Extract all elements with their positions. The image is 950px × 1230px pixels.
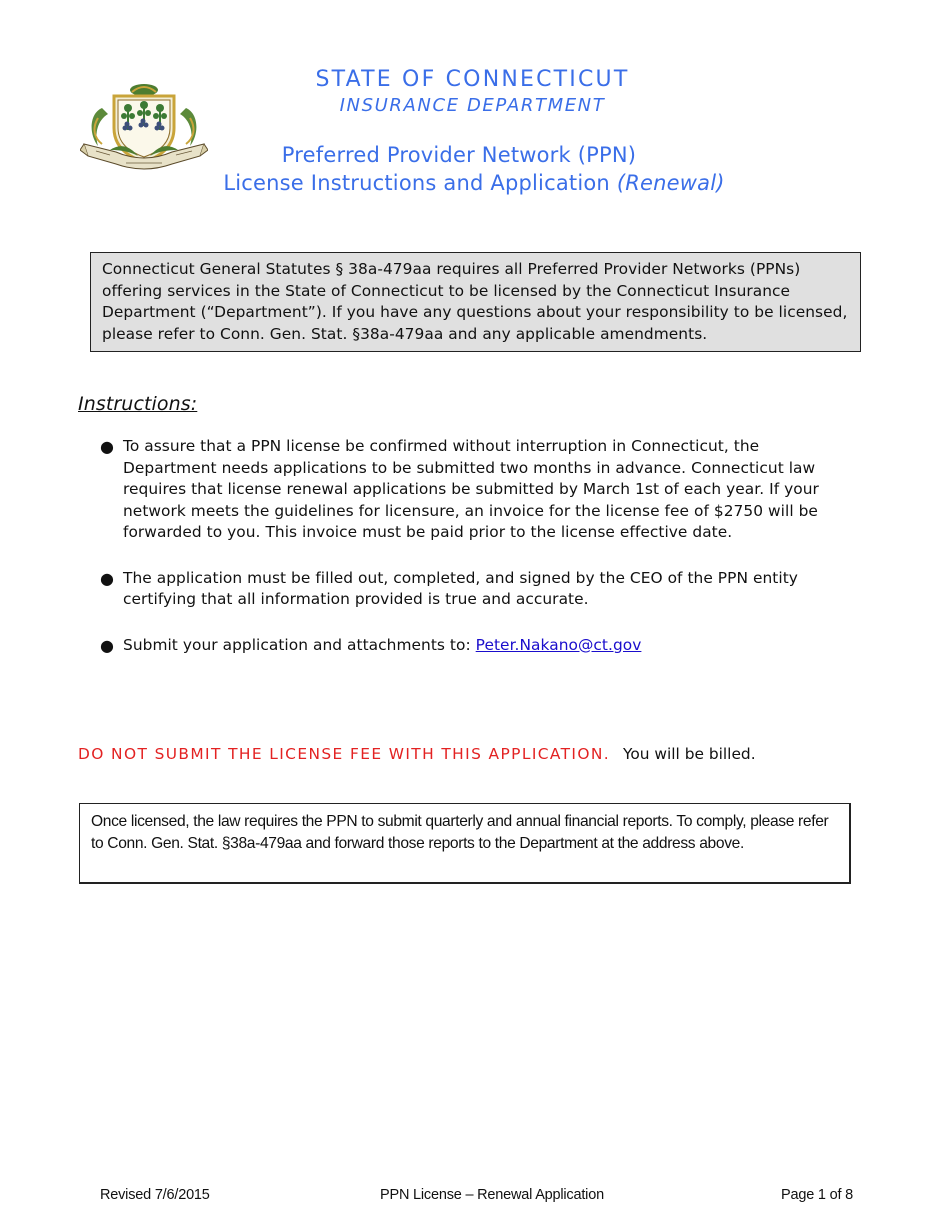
document-title-main: License Instructions and Application	[223, 171, 610, 195]
email-link[interactable]: Peter.Nakano@ct.gov	[475, 635, 642, 654]
footer-page-number: Page 1 of 8	[781, 1187, 853, 1203]
list-item	[100, 568, 845, 611]
renewal-label: (Renewal)	[616, 171, 725, 195]
bullet-icon: ●	[100, 635, 115, 655]
statute-notice-box	[90, 252, 861, 352]
reporting-notice-box	[79, 803, 851, 884]
document-title-line2	[0, 171, 948, 195]
reporting-notice-text: Once licensed, the law requires the PPN to submit quarterly and annual financial reports. To comply, please refer to Conn. Gen. Stat. §38a-479aa and forward those reports to the Department at the address above.	[91, 813, 829, 852]
instruction-text: To assure that a PPN license be confirmed without interruption in Connecticut, the Department needs applications to be submitted two months in advance. Connecticut law requires that license renewal applications be submitted by March 1st of each year. If your network meets the guidelines for licensure, an invoice for the license fee of $2750 will be forwarded to you. This invoice must be paid prior to the license effective date.	[123, 437, 819, 541]
bullet-icon: ●	[100, 568, 115, 588]
footer-revised-date: Revised 7/6/2015	[100, 1187, 210, 1203]
department-title: INSURANCE DEPARTMENT	[339, 95, 606, 116]
footer-document-title: PPN License – Renewal Application	[380, 1187, 604, 1203]
fee-warning-note: You will be billed.	[623, 745, 756, 763]
instructions-list	[100, 436, 845, 656]
statute-notice-text: Connecticut General Statutes § 38a-479aa requires all Preferred Provider Networks (PPNs) offering services in the State of Connecticut to be licensed by the Connecticut Insurance Department (“Department”). If you have any questions about your responsibility to be licensed, please refer to Conn. Gen. Stat. §38a-479aa and any applicable amendments.	[102, 260, 848, 343]
fee-warning-red-text: DO NOT SUBMIT THE LICENSE FEE WITH THIS APPLICATION.	[78, 745, 611, 763]
list-item	[100, 436, 845, 544]
instruction-text: Submit your application and attachments to:	[123, 635, 476, 654]
fee-warning	[78, 745, 756, 763]
agency-title: STATE OF CONNECTICUT	[315, 67, 630, 92]
instructions-heading: Instructions:	[78, 393, 198, 415]
instruction-text: The application must be filled out, completed, and signed by the CEO of the PPN entity certifying that all information provided is true and accurate.	[123, 568, 798, 608]
document-title-line1: Preferred Provider Network (PPN)	[281, 143, 637, 167]
bullet-icon: ●	[100, 437, 115, 456]
list-item	[100, 635, 845, 657]
